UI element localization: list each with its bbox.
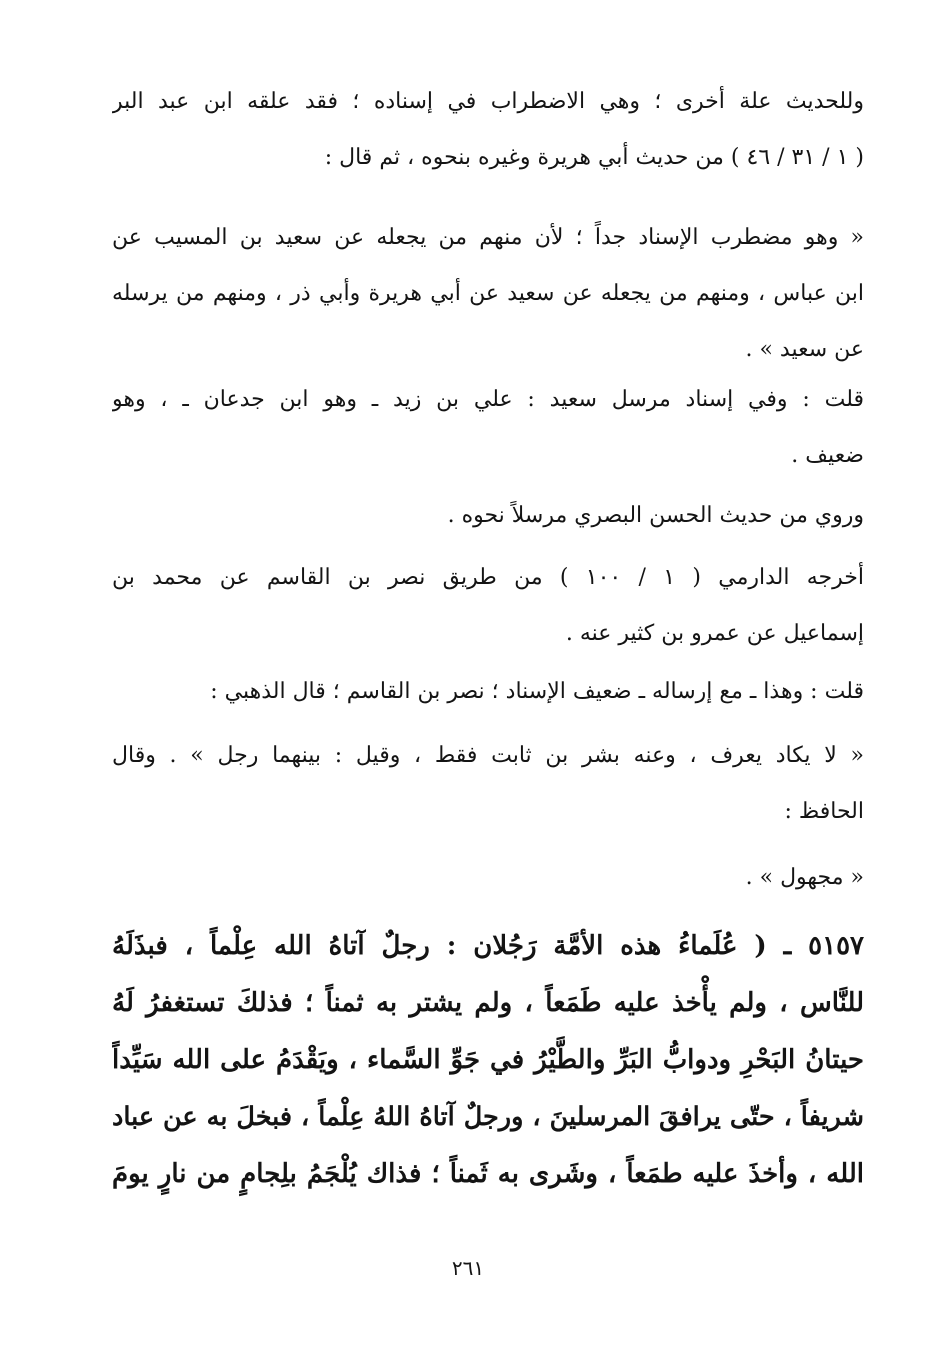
paragraph-ali-bin-zayd <box>112 372 864 484</box>
quote-idtirab <box>112 210 864 378</box>
hadith-line: الله ، وأخذَ عليه طمَعاً ، وشَرى به ثَمناً ؛ فذاك يُلْجَمُ بلِجامٍ من نارٍ يومَ <box>112 1159 864 1189</box>
hadith-line: للنَّاس ، ولم يأْخذ عليه طَمَعاً ، ولم يشتر به ثمناً ؛ فذلكَ تستغفرُ لَهُ <box>112 988 864 1018</box>
paragraph-hasan-basri <box>112 488 864 544</box>
text-line: أخرجه الدارمي ( ١ / ١٠٠ ) من طريق نصر بن القاسم عن محمد بن <box>112 565 864 590</box>
text-line: قلت : وفي إسناد مرسل سعيد : علي بن زيد ـ وهو ابن جدعان ـ ، وهو <box>112 387 864 412</box>
text-line: الحافظ : <box>784 799 864 824</box>
paragraph-darimi <box>112 550 864 662</box>
text-line: قلت : وهذا ـ مع إرساله ـ ضعيف الإسناد ؛ نصر بن القاسم ؛ قال الذهبي : <box>210 679 864 704</box>
hadith-line: ٥١٥٧ ـ ( عُلَماءُ هذه الأمَّة رَجُلان : رجلٌ آتاهُ الله عِلْماً ، فبذَلَهُ <box>112 931 864 961</box>
hadith-5157 <box>112 918 864 1203</box>
text-line: إسماعيل عن عمرو بن كثير عنه . <box>565 621 864 646</box>
text-line: ابن عباس ، ومنهم من يجعله عن سعيد عن أبي هريرة وأبي ذر ، ومنهم من يرسله <box>112 281 864 306</box>
text-line: وللحديث علة أخرى ؛ وهي الاضطراب في إسناده ؛ فقد علقه ابن عبد البر <box>112 89 864 114</box>
text-line: ( ١ / ٣١ / ٤٦ ) من حديث أبي هريرة وغيره بنحوه ، ثم قال : <box>324 145 864 170</box>
page-number: ٢٦١ <box>451 1256 485 1280</box>
text-line: « وهو مضطرب الإسناد جداً ؛ لأن منهم من يجعله عن سعيد بن المسيب عن <box>112 225 864 250</box>
quote-la-yakad <box>112 728 864 840</box>
quote-majhul <box>112 850 864 906</box>
text-line: وروي من حديث الحسن البصري مرسلاً نحوه . <box>447 503 864 528</box>
hadith-line: شريفاً ، حتّى يرافقَ المرسلينَ ، ورجلٌ آتاهُ اللهُ عِلْماً ، فبخلَ به عن عباد <box>112 1102 864 1132</box>
paragraph-ibn-abd-al-barr <box>112 74 864 186</box>
text-line: « مجهول » . <box>745 865 864 890</box>
text-line: عن سعيد » . <box>745 337 864 362</box>
hadith-line: حيتانُ البَحْرِ ودوابُّ البَرِّ والطَّيْرُ في جَوِّ السَّماء ، ويَقْدَمُ على الله سَيِّداً <box>112 1045 864 1075</box>
paragraph-dhahabi <box>112 664 864 720</box>
text-line: ضعيف . <box>791 443 864 468</box>
text-line: « لا يكاد يعرف ، وعنه بشر بن ثابت فقط ، وقيل : بينهما رجل » . وقال <box>112 743 864 768</box>
